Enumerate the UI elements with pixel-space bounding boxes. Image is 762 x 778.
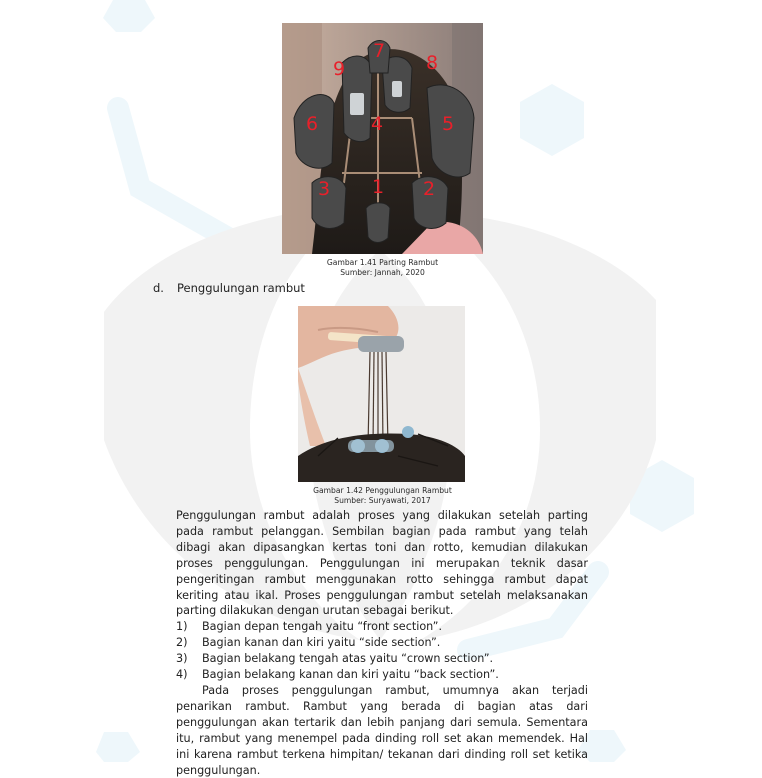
- section-marker: d.: [153, 281, 164, 295]
- section-number: 4: [370, 113, 384, 135]
- section-number: 9: [332, 58, 346, 80]
- figure-title: Gambar 1.42 Penggulungan Rambut: [313, 486, 452, 495]
- section-number: 5: [441, 113, 455, 135]
- list-number: 4): [176, 668, 188, 682]
- figure-title: Gambar 1.41 Parting Rambut: [326, 258, 439, 267]
- paragraph: Penggulungan rambut adalah proses yang dilakukan setelah parting pada rambut pelanggan. Sembilan bagian pada rambut yang telah dibagi akan dipasangkan kertas toni dan rotto, kemudian dilakukan proses penggulungan. Penggulungan ini merupakan teknik dasar pengeritingan rambut menggunakan rotto sehingga rambut dapat keriting atau ikal. Proses penggulungan rambut setelah melaksanakan parting dilakukan dengan urutan sebagai berikut.: [176, 509, 588, 618]
- list-number: 1): [176, 620, 188, 634]
- section-title: Penggulungan rambut: [177, 281, 305, 295]
- section-number: 2: [422, 178, 436, 200]
- section-number: 7: [372, 40, 386, 62]
- ordered-list: [176, 619, 588, 683]
- list-text: Bagian kanan dan kiri yaitu “side section”.: [202, 636, 441, 650]
- section-number: 3: [317, 178, 331, 200]
- figure-parting-photo: [282, 23, 483, 254]
- figure-source: Sumber: Suryawati, 2017: [334, 496, 431, 505]
- list-item: [176, 667, 588, 683]
- figure-rolling-photo: [298, 306, 465, 482]
- section-number: 6: [305, 113, 319, 135]
- section-number: 8: [425, 52, 439, 74]
- figure-caption: [282, 486, 483, 506]
- list-number: 3): [176, 652, 188, 666]
- section-heading: [153, 281, 305, 295]
- figure-source: Sumber: Jannah, 2020: [340, 268, 425, 277]
- paragraph: Pada proses penggulungan rambut, umumnya akan terjadi penarikan rambut. Rambut yang berada di bagian atas dari penggulungan akan tertarik dan lebih panjang dari semula. Sementara itu, rambut yang menempel pada dinding roll set akan memendek. Hal ini karena rambut terkena himpitan/ tekanan dari dinding roll set ketika penggulungan.: [176, 683, 588, 777]
- list-item: [176, 651, 588, 667]
- list-text: Bagian depan tengah yaitu “front section”.: [202, 620, 443, 634]
- body-text: [176, 508, 588, 778]
- list-text: Bagian belakang kanan dan kiri yaitu “back section”.: [202, 668, 499, 682]
- section-number: 1: [371, 176, 385, 198]
- figure-caption: [282, 258, 483, 278]
- list-item: [176, 619, 588, 635]
- list-item: [176, 635, 588, 651]
- list-text: Bagian belakang tengah atas yaitu “crown section”.: [202, 652, 494, 666]
- list-number: 2): [176, 636, 188, 650]
